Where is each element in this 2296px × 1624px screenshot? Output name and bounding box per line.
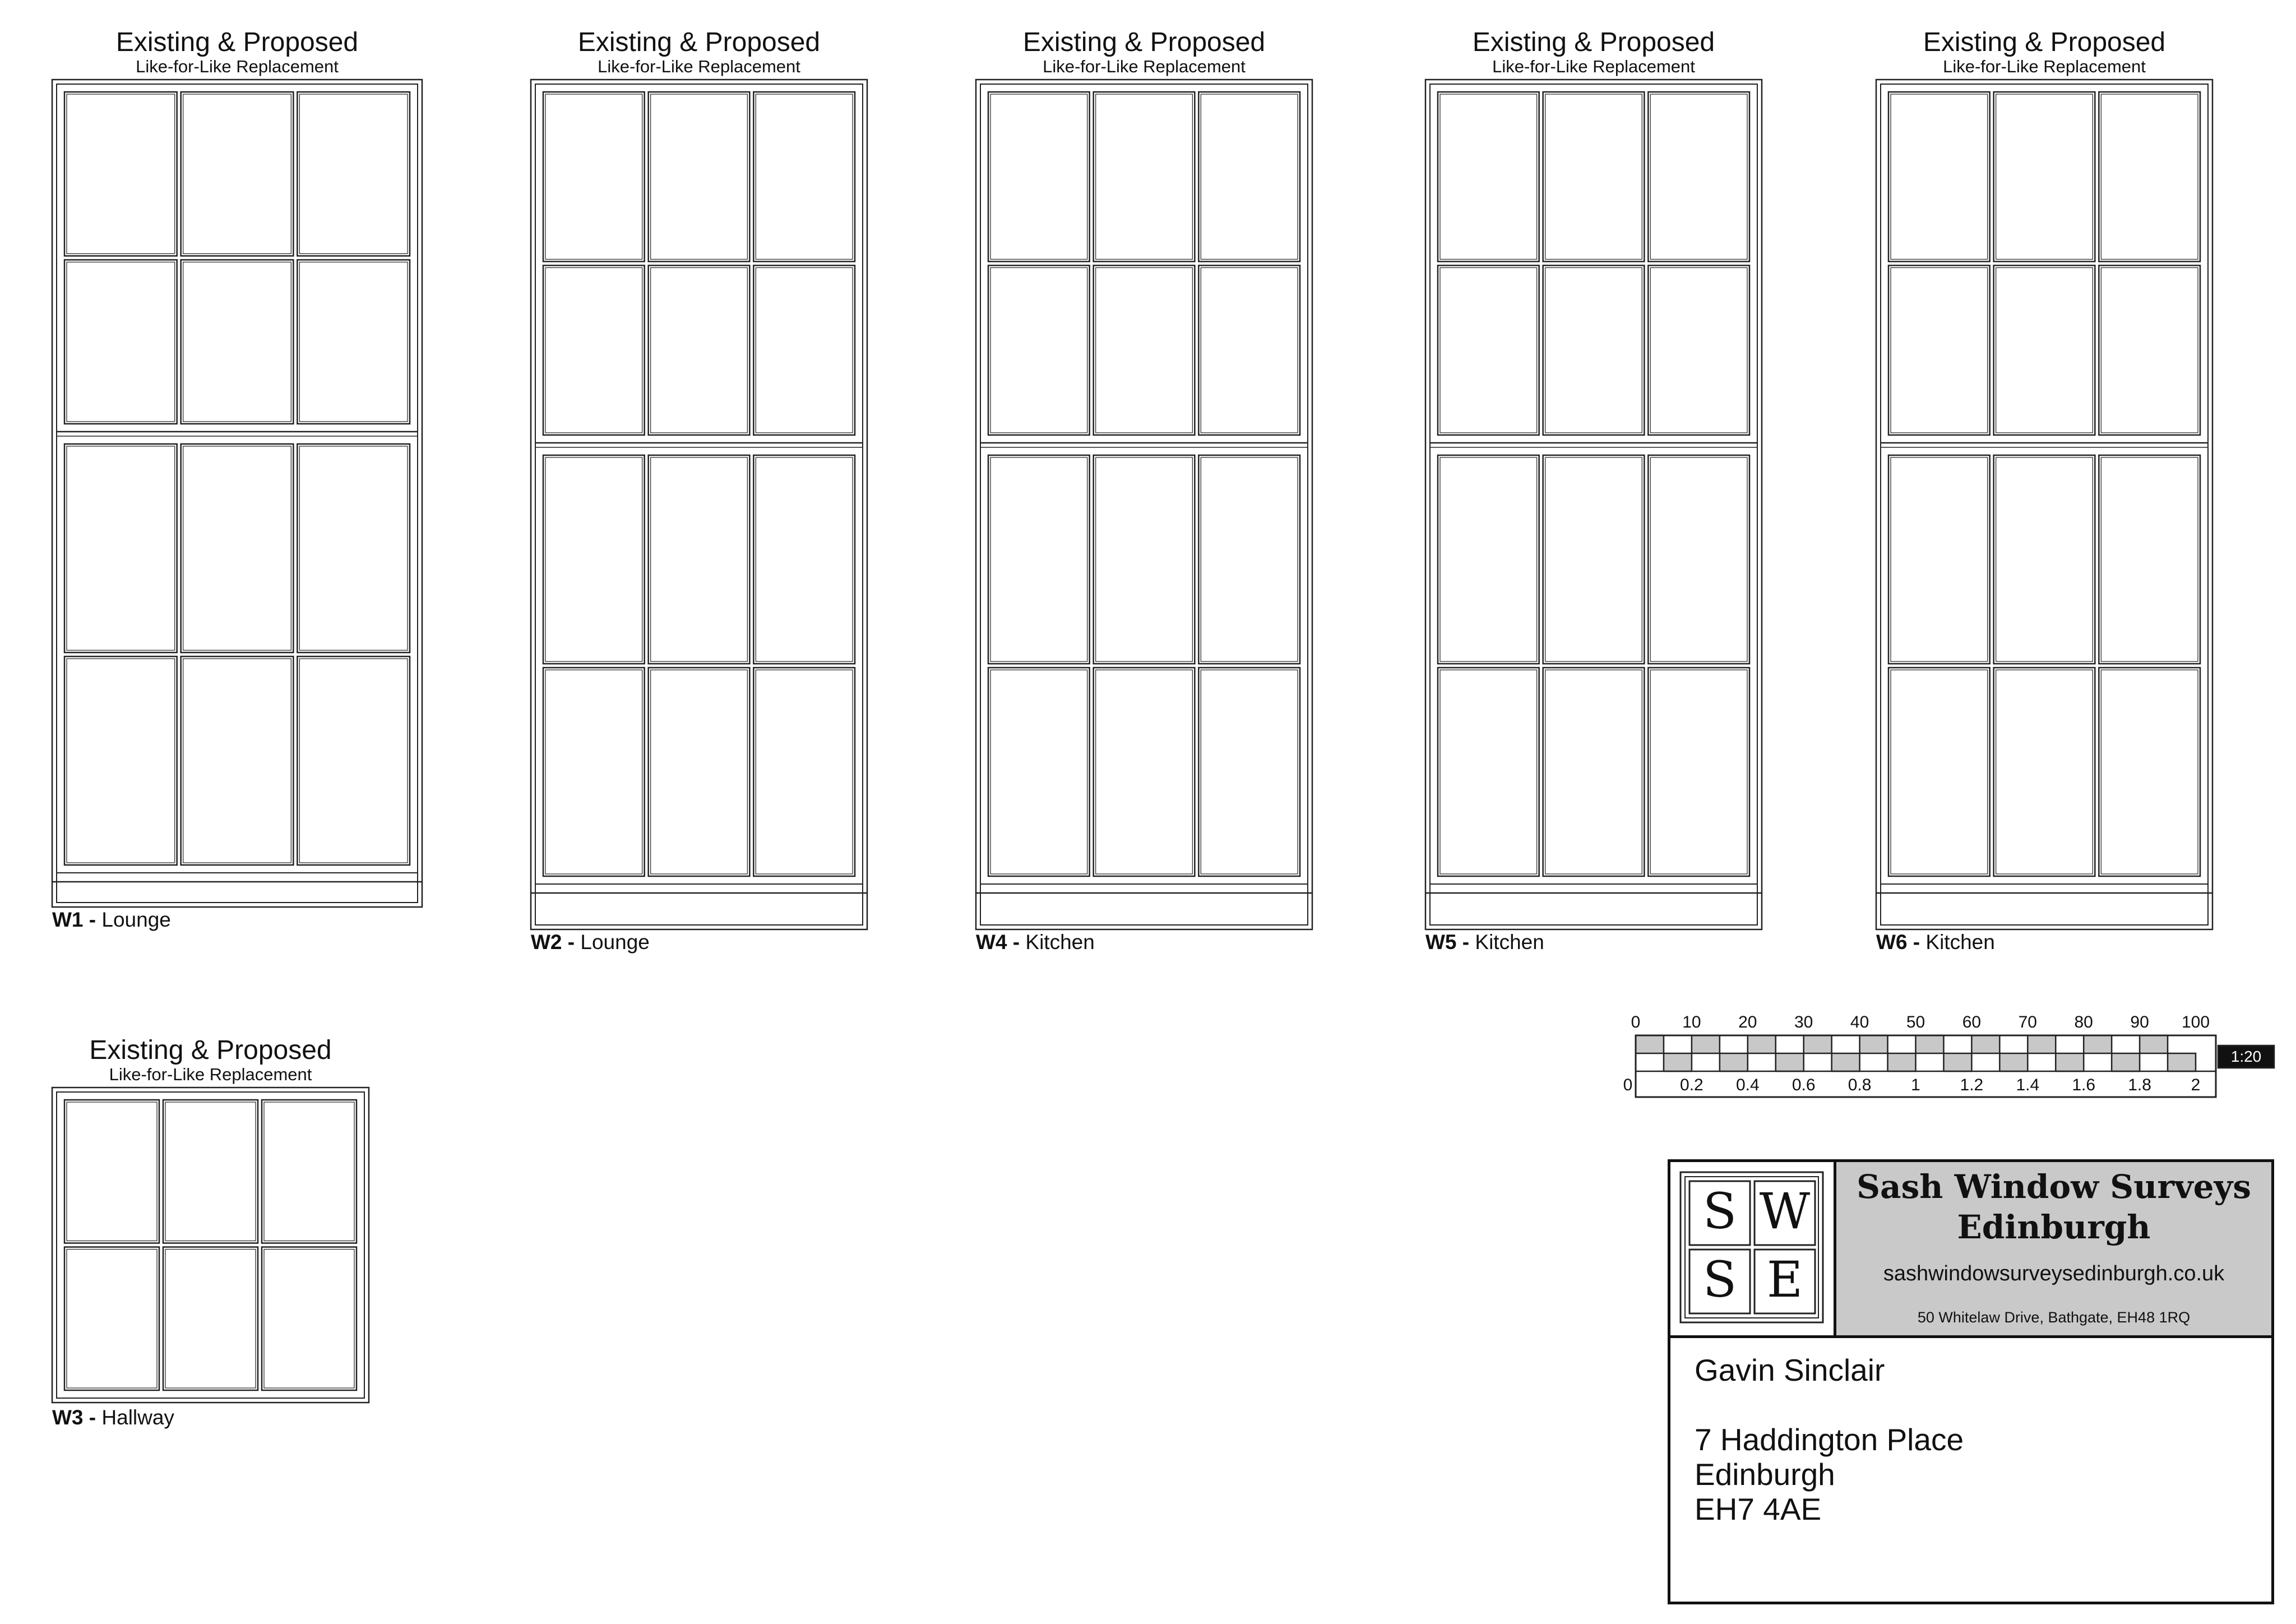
window-label-w3	[52, 1406, 174, 1429]
label-separator: -	[562, 931, 581, 954]
glazing-bead	[264, 1102, 354, 1241]
glass-pane	[649, 266, 750, 436]
scale-cell-shaded	[1664, 1053, 1692, 1071]
glazing-bead	[651, 670, 748, 874]
logo-letter: S	[1702, 1182, 1737, 1240]
glass-pane	[163, 1247, 258, 1391]
glazing-bead	[1440, 94, 1537, 260]
company-name	[1836, 1167, 2271, 1247]
scale-tick-bottom: 0.8	[1848, 1076, 1872, 1094]
glazing-bead	[1440, 268, 1537, 433]
scale-tick-top: 80	[2074, 1013, 2093, 1031]
window-id: W3	[52, 1406, 84, 1429]
scale-cell-shaded	[2168, 1053, 2196, 1071]
scale-cell-shaded	[1943, 1053, 1971, 1071]
glazing-bead	[183, 94, 291, 254]
scale-tick-top: 30	[1794, 1013, 1813, 1031]
scale-tick-top: 90	[2130, 1013, 2149, 1031]
title-block-header	[1670, 1162, 2271, 1338]
glass-pane	[1198, 668, 1300, 876]
glazing-bead	[651, 94, 748, 260]
scale-cell-shaded	[1804, 1035, 1832, 1053]
glazing-bead	[165, 1250, 256, 1389]
window-inner-frame	[1881, 84, 2208, 925]
glazing-bead	[1996, 457, 2093, 661]
swse-logo-mark	[1670, 1162, 1834, 1335]
glass-pane	[64, 444, 177, 653]
glazing-bead	[1996, 670, 2093, 874]
client-postcode: EH7 4AE	[1695, 1492, 1822, 1526]
scale-tick-bottom: 1	[1911, 1076, 1920, 1094]
window-elevation-w5	[1425, 28, 1762, 964]
window-title-main: Existing & Proposed	[115, 27, 359, 57]
window-outer-frame	[976, 80, 1312, 929]
window-elevation-w4	[976, 28, 1312, 964]
glazing-bead	[756, 457, 853, 661]
client-city: Edinburgh	[1695, 1457, 1835, 1492]
window-outer-frame	[1425, 80, 1762, 929]
glass-pane	[297, 92, 410, 256]
glazing-bead	[1996, 94, 2093, 260]
glass-pane	[64, 1247, 159, 1391]
window-inner-frame	[980, 84, 1308, 925]
label-separator: -	[1456, 931, 1475, 954]
glazing-bead	[545, 457, 642, 661]
glass-pane	[1094, 266, 1195, 436]
glazing-bead	[1545, 268, 1642, 433]
glass-pane	[753, 668, 855, 876]
glazing-bead	[1545, 457, 1642, 661]
glass-pane	[163, 1100, 258, 1243]
window-label-w5	[1425, 931, 1544, 954]
logo-letter: E	[1766, 1251, 1803, 1308]
glazing-bead	[67, 659, 175, 863]
scale-tick-top: 60	[1962, 1013, 1982, 1031]
glazing-bead	[2101, 94, 2198, 260]
glazing-bead	[1440, 670, 1537, 874]
glazing-bead	[67, 446, 175, 650]
glass-pane	[1094, 668, 1195, 876]
window-w2	[531, 28, 867, 964]
glass-pane	[1198, 266, 1300, 436]
glazing-bead	[756, 268, 853, 433]
glass-pane	[181, 656, 294, 865]
window-subtitle: Like-for-Like Replacement	[1943, 57, 2146, 76]
scale-cell-shaded	[1776, 1053, 1804, 1071]
glazing-bead	[1891, 94, 1988, 260]
glass-pane	[1438, 266, 1539, 436]
label-separator: -	[1907, 931, 1926, 954]
glazing-bead	[1096, 457, 1193, 661]
glass-pane	[1648, 668, 1749, 876]
scale-bar	[1623, 1006, 2262, 1107]
glass-pane	[1438, 455, 1539, 664]
scale-tick-top: 100	[2181, 1013, 2210, 1031]
glazing-bead	[1201, 268, 1298, 433]
glass-pane	[1994, 668, 2095, 876]
window-title-main: Existing & Proposed	[1472, 27, 1715, 57]
glazing-bead	[2101, 268, 2198, 433]
glazing-bead	[1891, 670, 1988, 874]
glass-pane	[1438, 92, 1539, 262]
scale-cell-shaded	[2027, 1035, 2056, 1053]
scale-cell-shaded	[1692, 1035, 1720, 1053]
scale-ratio: 1:20	[2230, 1048, 2262, 1065]
window-inner-frame	[1430, 84, 1757, 925]
glazing-bead	[545, 268, 642, 433]
window-outer-frame	[52, 80, 422, 907]
glass-pane	[1094, 455, 1195, 664]
scale-cell-shaded	[1916, 1035, 1944, 1053]
glazing-bead	[67, 262, 175, 422]
scale-cell-shaded	[1888, 1053, 1916, 1071]
glass-pane	[1648, 266, 1749, 436]
glazing-bead	[1201, 457, 1298, 661]
glass-pane	[1198, 92, 1300, 262]
glass-pane	[262, 1247, 357, 1391]
glazing-bead	[165, 1102, 256, 1241]
scale-cell-shaded	[2140, 1035, 2168, 1053]
glazing-bead	[1650, 457, 1747, 661]
glass-pane	[753, 92, 855, 262]
window-id: W5	[1425, 931, 1457, 954]
glass-pane	[2099, 455, 2200, 664]
scale-tick-bottom: 0.6	[1792, 1076, 1816, 1094]
glass-pane	[649, 92, 750, 262]
window-id: W2	[531, 931, 562, 954]
glass-pane	[2099, 266, 2200, 436]
glazing-bead	[1650, 670, 1747, 874]
scale-tick-top: 10	[1682, 1013, 1701, 1031]
label-separator: -	[83, 1406, 102, 1429]
glass-pane	[988, 266, 1090, 436]
glass-pane	[262, 1100, 357, 1243]
client-street: 7 Haddington Place	[1695, 1422, 1964, 1457]
scale-tick-bottom: 1.2	[1960, 1076, 1984, 1094]
window-subtitle: Like-for-Like Replacement	[598, 57, 800, 76]
glass-pane	[1888, 266, 1990, 436]
glazing-bead	[990, 268, 1087, 433]
glazing-bead	[2101, 457, 2198, 661]
scale-tick-bottom: 0	[1623, 1076, 1633, 1094]
glazing-bead	[67, 1250, 157, 1389]
window-inner-frame	[57, 1092, 364, 1398]
glazing-bead	[1891, 268, 1988, 433]
glass-pane	[181, 92, 294, 256]
window-elevation-w1	[52, 28, 422, 942]
glass-pane	[297, 260, 410, 424]
scale-cell-shaded	[1748, 1035, 1776, 1053]
glass-pane	[1648, 92, 1749, 262]
glass-pane	[1648, 455, 1749, 664]
glass-pane	[1994, 92, 2095, 262]
glass-pane	[1543, 455, 1645, 664]
label-separator: -	[1007, 931, 1026, 954]
glazing-bead	[1096, 94, 1193, 260]
scale-cell-shaded	[1720, 1053, 1748, 1071]
glass-pane	[1994, 266, 2095, 436]
scale-tick-bottom: 2	[2191, 1076, 2201, 1094]
window-room: Kitchen	[1925, 931, 1995, 954]
scale-tick-bottom: 1.4	[2016, 1076, 2040, 1094]
scale-cell-shaded	[1999, 1053, 2027, 1071]
logo-letter: S	[1702, 1251, 1737, 1308]
glass-pane	[753, 455, 855, 664]
glazing-bead	[1201, 94, 1298, 260]
company-name-line-1: Sash Window Surveys	[1857, 1168, 2251, 1206]
window-outer-frame	[531, 80, 867, 929]
company-name-line-2: Edinburgh	[1957, 1208, 2151, 1246]
glass-pane	[2099, 668, 2200, 876]
glass-pane	[543, 266, 645, 436]
glazing-bead	[990, 94, 1087, 260]
glazing-bead	[651, 268, 748, 433]
window-subtitle: Like-for-Like Replacement	[1043, 57, 1246, 76]
glass-pane	[753, 266, 855, 436]
window-subtitle: Like-for-Like Replacement	[136, 57, 339, 76]
window-subtitle: Like-for-Like Replacement	[1492, 57, 1695, 76]
scale-tick-top: 40	[1850, 1013, 1869, 1031]
company-address: 50 Whitelaw Drive, Bathgate, EH48 1RQ	[1917, 1309, 2191, 1326]
glass-pane	[64, 656, 177, 865]
glass-pane	[64, 92, 177, 256]
glazing-bead	[183, 262, 291, 422]
window-room: Kitchen	[1475, 931, 1544, 954]
glazing-bead	[1096, 670, 1193, 874]
glass-pane	[1994, 455, 2095, 664]
window-w3	[52, 1036, 369, 1440]
glass-pane	[649, 668, 750, 876]
glass-pane	[988, 455, 1090, 664]
scale-tick-top: 70	[2018, 1013, 2037, 1031]
glazing-bead	[990, 457, 1087, 661]
client-name: Gavin Sinclair	[1695, 1353, 1885, 1387]
scale-tick-bottom: 0.2	[1680, 1076, 1704, 1094]
glass-pane	[1438, 668, 1539, 876]
window-id: W1	[52, 908, 84, 931]
glazing-bead	[990, 670, 1087, 874]
window-outer-frame	[52, 1088, 369, 1403]
glass-pane	[543, 92, 645, 262]
window-w1	[52, 28, 422, 942]
glass-pane	[297, 656, 410, 865]
window-w4	[976, 28, 1312, 964]
glazing-bead	[183, 446, 291, 650]
glass-pane	[64, 260, 177, 424]
glazing-bead	[545, 670, 642, 874]
scale-tick-top: 50	[1906, 1013, 1925, 1031]
glazing-bead	[756, 670, 853, 874]
glazing-bead	[1650, 94, 1747, 260]
glass-pane	[1888, 92, 1990, 262]
glazing-bead	[1440, 457, 1537, 661]
glass-pane	[1543, 92, 1645, 262]
glass-pane	[1888, 668, 1990, 876]
scale-tick-bottom: 1.6	[2072, 1076, 2096, 1094]
glazing-bead	[756, 94, 853, 260]
scale-cell-shaded	[2112, 1053, 2140, 1071]
scale-tick-bottom: 0.4	[1735, 1076, 1760, 1094]
scale-tick-bottom: 1.8	[2128, 1076, 2151, 1094]
window-label-w2	[531, 931, 650, 954]
glass-pane	[181, 444, 294, 653]
window-room: Hallway	[101, 1406, 174, 1429]
window-elevation-w2	[531, 28, 867, 964]
glazing-bead	[299, 94, 408, 254]
glazing-bead	[1545, 94, 1642, 260]
window-id: W4	[976, 931, 1007, 954]
window-elevation-w6	[1876, 28, 2212, 964]
glass-pane	[649, 455, 750, 664]
scale-cell-shaded	[1971, 1035, 1999, 1053]
glass-pane	[543, 668, 645, 876]
window-elevation-w3	[52, 1036, 369, 1440]
scale-cell-shaded	[2084, 1035, 2112, 1053]
glazing-bead	[183, 659, 291, 863]
glazing-bead	[1996, 268, 2093, 433]
glazing-bead	[651, 457, 748, 661]
window-w5	[1425, 28, 1762, 964]
window-inner-frame	[535, 84, 863, 925]
window-label-w6	[1876, 931, 1995, 954]
glass-pane	[988, 668, 1090, 876]
glazing-bead	[299, 446, 408, 650]
window-title-main: Existing & Proposed	[1022, 27, 1266, 57]
glass-pane	[64, 1100, 159, 1243]
glazing-bead	[299, 262, 408, 422]
glazing-bead	[1545, 670, 1642, 874]
glazing-bead	[299, 659, 408, 863]
window-room: Lounge	[580, 931, 650, 954]
glass-pane	[181, 260, 294, 424]
window-title-main: Existing & Proposed	[1923, 27, 2166, 57]
glass-pane	[1094, 92, 1195, 262]
client-details	[1695, 1353, 1964, 1526]
window-room: Kitchen	[1025, 931, 1095, 954]
glass-pane	[1888, 455, 1990, 664]
glass-pane	[1198, 455, 1300, 664]
window-title-main: Existing & Proposed	[89, 1035, 332, 1065]
glass-pane	[543, 455, 645, 664]
glazing-bead	[264, 1250, 354, 1389]
glazing-bead	[545, 94, 642, 260]
window-label-w1	[52, 908, 171, 932]
company-logo	[1670, 1162, 1836, 1335]
glazing-bead	[1891, 457, 1988, 661]
window-inner-frame	[57, 84, 418, 903]
logo-letter: W	[1759, 1182, 1811, 1240]
window-subtitle: Like-for-Like Replacement	[109, 1065, 312, 1084]
glazing-bead	[67, 1102, 157, 1241]
window-label-w4	[976, 931, 1095, 954]
glass-pane	[1543, 668, 1645, 876]
scale-cell-shaded	[1636, 1035, 1664, 1053]
window-outer-frame	[1876, 80, 2212, 929]
glazing-bead	[1650, 268, 1747, 433]
scale-cell-shaded	[1832, 1053, 1860, 1071]
glass-pane	[1543, 266, 1645, 436]
title-block	[1668, 1159, 2274, 1604]
window-id: W6	[1876, 931, 1908, 954]
scale-cell-shaded	[2056, 1053, 2084, 1071]
glazing-bead	[1096, 268, 1193, 433]
window-title-main: Existing & Proposed	[577, 27, 821, 57]
company-website: sashwindowsurveysedinburgh.co.uk	[1883, 1262, 2225, 1285]
glass-pane	[297, 444, 410, 653]
company-brand-panel	[1836, 1162, 2271, 1335]
label-separator: -	[83, 908, 102, 931]
window-room: Lounge	[101, 908, 171, 931]
client-spacer	[1695, 1387, 1964, 1422]
window-w6	[1876, 28, 2212, 964]
glazing-bead	[1201, 670, 1298, 874]
scale-tick-top: 0	[1631, 1013, 1641, 1031]
glazing-bead	[2101, 670, 2198, 874]
glazing-bead	[67, 94, 175, 254]
glass-pane	[2099, 92, 2200, 262]
scale-cell-shaded	[1860, 1035, 1888, 1053]
glass-pane	[988, 92, 1090, 262]
scale-tick-top: 20	[1738, 1013, 1757, 1031]
